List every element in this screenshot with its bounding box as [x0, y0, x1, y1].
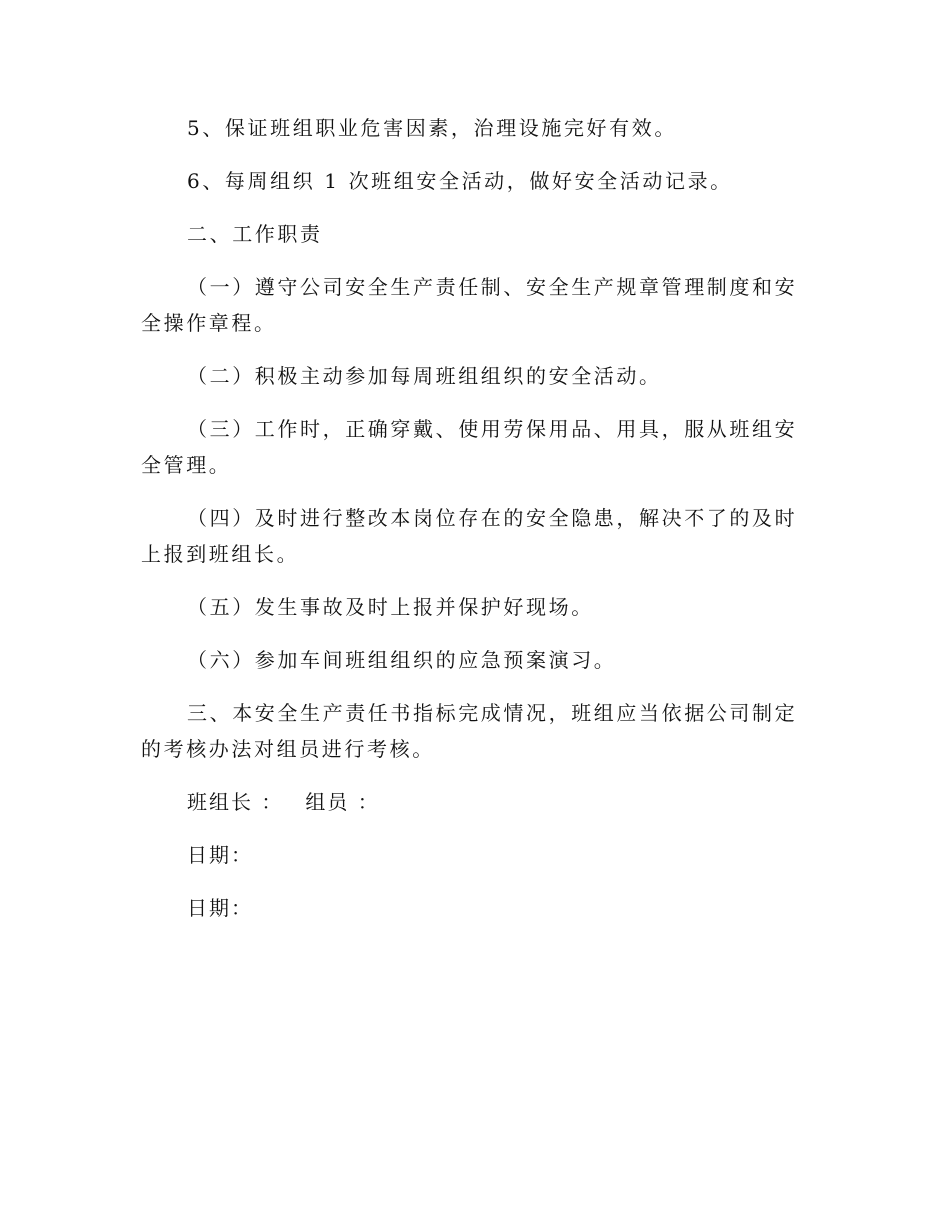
- document-body: [141, 110, 801, 943]
- date-line-2: 日期：: [187, 896, 253, 920]
- signature-line: [141, 784, 801, 820]
- duty-item-6: （六）参加车间班组组织的应急预案演习。: [187, 648, 617, 672]
- duty-item-3: （三）工作时，正确穿戴、使用劳保用品、用具，服从班组安全管理。: [141, 417, 798, 477]
- duty-item-2: （二）积极主动参加每周班组组织的安全活动。: [187, 364, 662, 388]
- paragraph-item-5: 5、保证班组职业危害因素，治理设施完好有效。: [187, 116, 677, 140]
- team-leader-label: 班组长 ：: [187, 790, 284, 814]
- paragraph-item-6: 6、每周组织 1 次班组安全活动，做好安全活动记录。: [187, 169, 733, 193]
- duty-item-1: （一）遵守公司安全生产责任制、安全生产规章管理制度和安全操作章程。: [141, 275, 798, 335]
- duty-item-5: （五）发生事故及时上报并保护好现场。: [187, 595, 594, 619]
- section-heading-duties: 二、工作职责: [187, 222, 323, 246]
- team-member-label: 组员 ：: [305, 790, 380, 814]
- date-line-1: 日期：: [187, 843, 253, 867]
- section-assessment: 三、本安全生产责任书指标完成情况，班组应当依据公司制定的考核办法对组员进行考核。: [141, 701, 798, 761]
- duty-item-4: （四）及时进行整改本岗位存在的安全隐患，解决不了的及时上报到班组长。: [141, 506, 798, 566]
